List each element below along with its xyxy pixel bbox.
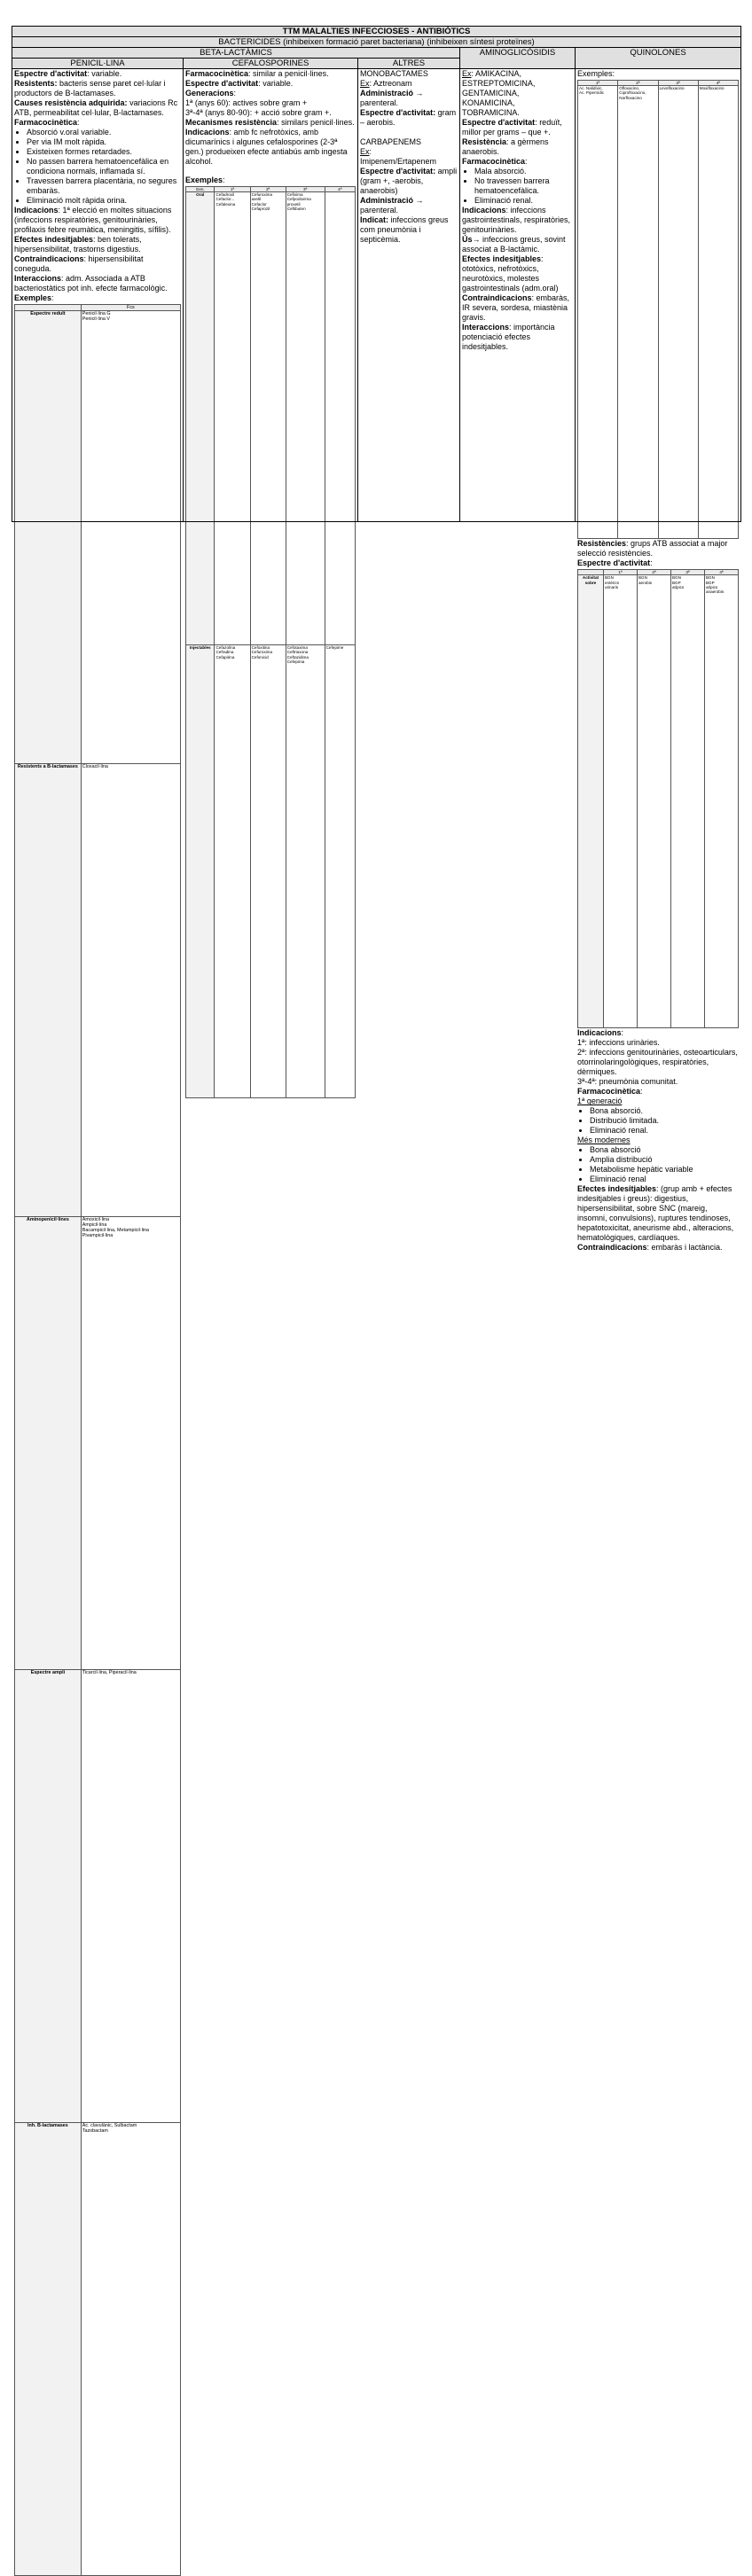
text-quinolones-table2-headers-1: 1ª <box>603 570 637 575</box>
text-quinolones-table1-headers-3: 4ª <box>698 81 738 86</box>
text-penicilina-interaccions-text: : adm. Associada a ATB bacteriostàtics pot inh. efecte farmacològic. <box>14 274 168 293</box>
text-aminoglicosidis-us-label: Ús <box>462 235 473 244</box>
text-penicilina-indicacions-text: : 1ª elecció en moltes situacions (infeccions respiratòries, genitourinàries, profilaxis febre reumàtica, meningitis, sífilis). <box>14 206 172 234</box>
text-altres-ex-label: Ex <box>360 147 370 156</box>
text-penicilina-table-rows-3-group: Espectre ampli <box>15 1670 82 2123</box>
text-penicilina-table-rows-3-value: Ticarcil·lina, Piperacil·lina <box>81 1670 180 2123</box>
carbapenems-heading: CARBAPENEMS <box>360 137 422 146</box>
text-altres-espectre-label: Espectre d'activitat: <box>360 167 436 176</box>
text-quinolones-table1-headers-2: 3ª <box>658 81 698 86</box>
text-penicilina-table-rows-2-value: Amoxicil·lina Ampicil·lina Bacampicil·lina, Metampicil·lina Pivampicil·lina <box>81 1217 180 1670</box>
text-aminoglicosidis-contra-text: : embaràs, IR severa, sordesa, miastènia gravis. <box>462 293 570 322</box>
monobactames-heading: MONOBACTAMES <box>360 69 428 78</box>
text-cefalosporines-table-headers-2: 2ª <box>250 187 286 192</box>
list-item: • No travessen barrera hematoencefàlica. <box>474 176 573 196</box>
aminoglicosidis-cell <box>460 69 576 522</box>
text-quinolones-efectes-label: Efectes indesitjables <box>577 1184 657 1194</box>
text-quinolones-table2-cells-3: BGN BGP atípics anaerobis <box>704 575 738 1028</box>
text-aminoglicosidis-interaccions-label: Interaccions <box>462 323 510 332</box>
text-quinolones-table1-headers-1: 2ª <box>618 81 658 86</box>
text-quinolones-resistencies-text: : grups ATB associat a major selecció resistències. <box>577 539 728 558</box>
text-penicilina-exemples-colon: : <box>51 293 54 302</box>
list-item: • Distribució limitada. <box>590 1116 739 1126</box>
group-quinolones: QUINOLONES <box>576 48 741 69</box>
text-penicilina-table-rows-4-group: Inh. B-lactamases <box>15 2123 82 2576</box>
penicilina-examples-table <box>14 304 181 2576</box>
text-quinolones-table1-headers-0: 1ª <box>578 81 618 86</box>
list-item: • Bona absorció <box>590 1145 739 1155</box>
text-quinolones-table2-row-label: Activitat sobre <box>578 575 604 1028</box>
text-altres-ex2-text: : Imipenem/Ertapenem <box>360 147 437 166</box>
text-cefalosporines-table-rows-0-cells-0: Cefadroxil Cefaclor... Cefalexina <box>215 192 250 645</box>
text-aminoglicosidis-espectre-text: : reduït, millor per grams – que +. <box>462 118 562 137</box>
text-aminoglicosidis-ex-label: Ex <box>462 69 472 78</box>
list-item: • Amplia distribució <box>590 1155 739 1165</box>
list-item: • Eliminació renal. <box>590 1126 739 1136</box>
text-aminoglicosidis-interaccions-text: : importància potenciació efectes indesitjables. <box>462 323 555 351</box>
table-title: TTM MALALTIES INFECCIOSES - ANTIBIÒTICS <box>12 27 741 37</box>
list-item: • Metabolisme hepàtic variable <box>590 1165 739 1175</box>
text-penicilina-efectes-label: Efectes indesitjables <box>14 235 94 244</box>
text-quinolones-espectre-colon: : <box>650 558 653 568</box>
penicilina-cell <box>12 69 184 2134</box>
text-cefalosporines-table-headers-0: Gen. <box>186 187 215 192</box>
text-cefalosporines-table-rows-0-route: Oral <box>186 192 215 645</box>
group-betalactamics: BETA-LACTÀMICS <box>12 48 460 59</box>
list-item: • Absorció v.oral variable. <box>27 128 181 137</box>
text-cefalosporines-table-rows-0-cells-1: Cefuroxima axetil Cefaclor Cefaprozil <box>250 192 286 645</box>
indicacions-line: 3ª-4ª: pneumònia comunitat. <box>577 1077 678 1087</box>
gen1-heading: 1ª generació <box>577 1097 623 1106</box>
text-aminoglicosidis-efectes-label: Efectes indesitjables <box>462 254 542 263</box>
text-penicilina-contra-text: : hipersensibilitat coneguda. <box>14 254 144 273</box>
text-quinolones-exemples-colon: : <box>612 69 615 78</box>
text-quinolones-farmaco-label: Farmacocinètica <box>577 1087 641 1097</box>
text-aminoglicosidis-farmaco-colon: : <box>525 157 528 166</box>
aminoglicosidis-farmaco-list <box>462 167 573 206</box>
indicacions-line: 2ª: infeccions genitourinàries, osteoarticulars, otorrinolaringològiques, respiratòries, dèrmiques. <box>577 1048 738 1077</box>
text-quinolones-table2-cells-0: BGN entèrics urinaris <box>603 575 637 1028</box>
text-quinolones-contra-text: : embaràs i lactància. <box>646 1243 723 1253</box>
text-quinolones-table2-cells-2: BGN BGP atípics <box>670 575 704 1028</box>
mes-modernes-list <box>577 1145 739 1184</box>
text-altres-admin2-text: → parenteral. <box>360 196 424 215</box>
text-penicilina-indicacions-label: Indicacions <box>14 206 59 215</box>
text-cefalosporines-indicacions-text: : amb fc nefrotòxics, amb dicumarínics i algunes cefalosporines (2-3ª gen.) produeixen efecte antiabús amb ingesta alcohol. <box>185 128 348 166</box>
text-altres-ex1-text: : Aztreonam <box>369 79 412 88</box>
text-quinolones-indicacions-label: Indicacions <box>577 1028 622 1038</box>
column-altres: ALTRES <box>358 59 460 69</box>
text-cefalosporines-table-rows-0-cells-2: Cefixima Cefpodoxima proxetil Ceftibuten <box>286 192 325 645</box>
quinolones-cell <box>576 69 741 1253</box>
text-aminoglicosidis-efectes-text: : ototòxics, nefrotòxics, neurotòxics, molestes gastrointestinals (adm.oral) <box>462 254 559 293</box>
group-aminoglicosidis: AMINOGLICÒSIDIS <box>460 48 576 69</box>
text-altres-indicat-text: infeccions greus com pneumònia i septicèmia. <box>360 215 449 244</box>
list-item: • Existeixen formes retardades. <box>27 147 181 157</box>
text-quinolones-table1-cells-0: Ac. Nalidíxic, Ac. Pipemídic <box>578 86 618 539</box>
text-penicilina-efectes-text: : ben tolerats, hipersensibilitat, trastorns digestius. <box>14 235 142 254</box>
text-penicilina-exemples-label: Exemples <box>14 293 52 302</box>
text-aminoglicosidis-us-text: → infeccions greus, sovint associat a B-lactàmic. <box>462 235 566 254</box>
text-cefalosporines-table-headers-4: 4ª <box>325 187 355 192</box>
text-cefalosporines-mecanismes-label: Mecanismes resistència <box>185 118 278 127</box>
text-aminoglicosidis-indicacions-label: Indicacions <box>462 206 506 215</box>
list-item: • Eliminació renal. <box>474 196 573 206</box>
text-aminoglicosidis-resistencia-label: Resistència <box>462 137 507 146</box>
gen1-list <box>577 1106 739 1136</box>
text-cefalosporines-table-rows-1-cells-1: Cefoxitina Cefuroxima Cefonicid <box>250 645 286 1098</box>
list-item: • Mala absorció. <box>474 167 573 176</box>
text-aminoglicosidis-ex-text: : AMIKACINA, ESTREPTOMICINA, GENTAMICINA, KONAMICINA, TOBRAMICINA. <box>462 69 536 117</box>
text-altres-indicat-label: Indicat: <box>360 215 389 224</box>
text-cefalosporines-generacions-text: : 1ª (anys 60): actives sobre gram + 3ª-4ª (anys 80-90): + acció sobre gram +. <box>185 89 332 117</box>
list-item: • Bona absorció. <box>590 1106 739 1116</box>
text-penicilina-espectre-text: : variable. <box>87 69 122 78</box>
subheader: BACTERICIDES (inhibeixen formació paret bacteriana) (inhibeixen síntesi proteïnes) <box>12 37 741 48</box>
text-cefalosporines-table-rows-0-cells-3 <box>325 192 355 645</box>
text-cefalosporines-exemples-colon: : <box>223 176 225 184</box>
text-aminoglicosidis-indicacions-text: : infeccions gastrointestinals, respiratòries, genitourinàries. <box>462 206 571 234</box>
text-penicilina-causes-text: variacions Rc ATB, permeabilitat cel·lular, B-lactamases. <box>14 98 178 117</box>
text-cefalosporines-table-headers-3: 3ª <box>286 187 325 192</box>
mes-modernes-heading: Més modernes <box>577 1136 631 1145</box>
cefalosporines-examples-table <box>185 186 356 1098</box>
quinolones-examples-table <box>577 80 739 539</box>
text-cefalosporines-farmaco-text: : similar a penicil·lines. <box>248 69 329 78</box>
text-penicilina-interaccions-label: Interaccions <box>14 274 62 283</box>
text-cefalosporines-generacions-label: Generacions <box>185 89 234 98</box>
text-quinolones-table2-cells-1: BGN aerobis <box>637 575 670 1028</box>
cefalosporines-cell <box>184 69 358 664</box>
list-item: • No passen barrera hematoencefàlica en condiciona normals, inflamada sí. <box>27 157 181 176</box>
text-penicilina-resistents-label: Resistents: <box>14 79 58 88</box>
penicilina-exemples-heading <box>14 293 181 303</box>
column-penicilina: PENICIL·LINA <box>12 59 184 69</box>
text-penicilina-table-rows-1-group: Resistents a B-lactamases <box>15 764 82 1217</box>
text-penicilina-table-rows-1-value: Cloxacil·lina <box>81 764 180 1217</box>
text-cefalosporines-indicacions-label: Indicacions <box>185 128 230 137</box>
text-altres-espectre1-text: gram – aerobis. <box>360 108 457 127</box>
text-aminoglicosidis-contra-label: Contraindicacions <box>462 293 532 302</box>
text-quinolones-exemples-label: Exemples <box>577 69 613 78</box>
text-quinolones-efectes-text: : (grup amb + efectes indesitjables i greus): digestius, hipersensibilitat, sobre SNC (mareig, insomni, convulsions), ruptures tendinoses, hepatotoxicitat, aneurisme abd., alteracions, hematològiques, cardíaques. <box>577 1184 734 1243</box>
list-item: • Travessen barrera placentària, no segures embaràs. <box>27 176 181 196</box>
text-cefalosporines-table-rows-1-cells-3: Cefepime <box>325 645 355 1098</box>
text-quinolones-table1-cells-3: Moxifloxacino <box>698 86 738 539</box>
text-quinolones-espectre-label: Espectre d'activitat <box>577 558 651 568</box>
text-altres-ex-label: Ex <box>360 79 370 88</box>
text-quinolones-table1-cells-2: Levofloxacino <box>658 86 698 539</box>
text-cefalosporines-exemples-label: Exemples <box>185 176 223 184</box>
text-quinolones-table1-cells-1: Ofloxacino, Ciprofloxacino, Norfloxacino <box>618 86 658 539</box>
text-penicilina-resistents-text: bacteris sense paret cel·lular i productors de B-lactamases. <box>14 79 166 98</box>
text-penicilina-table-rows-4-value: Ac. clavulànic, Sulbactam Tazobactam <box>81 2123 180 2576</box>
text-quinolones-table2-headers-2: 2ª <box>637 570 670 575</box>
text-altres-admin-label: Administració <box>360 196 414 205</box>
text-quinolones-table2-headers-4: 4ª <box>704 570 738 575</box>
text-aminoglicosidis-espectre-label: Espectre d'activitat <box>462 118 536 127</box>
text-cefalosporines-table-rows-1-cells-0: Cefazolina Cefradina Cefapirina <box>215 645 250 1098</box>
penicilina-farmaco-list <box>14 128 181 206</box>
text-cefalosporines-table-rows-1-route: Injectables <box>186 645 215 1098</box>
list-item: • Eliminació renal <box>590 1175 739 1184</box>
text-penicilina-farmaco-colon: : <box>77 118 80 127</box>
antibiotics-table <box>12 26 741 2134</box>
text-penicilina-table-rows-0-value: Penicil·lina G Penicil·lina V <box>81 311 180 764</box>
text-altres-espectre-label: Espectre d'activitat: <box>360 108 436 117</box>
text-penicilina-farmaco-label: Farmacocinètica <box>14 118 78 127</box>
text-quinolones-resistencies-label: Resistències <box>577 539 627 549</box>
quinolones-spectrum-table <box>577 569 739 1028</box>
text-cefalosporines-farmaco-label: Farmacocinètica <box>185 69 249 78</box>
list-item: • Per via IM molt ràpida. <box>27 137 181 147</box>
text-penicilina-contra-label: Contraindicacions <box>14 254 84 263</box>
text-altres-admin1-text: → parenteral. <box>360 89 424 107</box>
text-cefalosporines-espectre-text: : variable. <box>258 79 294 88</box>
text-cefalosporines-mecanismes-text: : similars penicil·lines. <box>277 118 355 127</box>
text-penicilina-table-header: Fcs <box>81 305 180 311</box>
text-penicilina-table-rows-2-group: Aminopenicil·lines <box>15 1217 82 1670</box>
column-cefalosporines: CEFALOSPORINES <box>184 59 358 69</box>
text-cefalosporines-table-headers-1: 1ª <box>215 187 250 192</box>
text-quinolones-indicacions-colon: : <box>621 1028 624 1038</box>
text-penicilina-espectre-label: Espectre d'activitat <box>14 69 88 78</box>
text-altres-espectre2-text: ampli (gram +, -aerobis, anaerobis) <box>360 167 458 195</box>
text-penicilina-table-rows-0-group: Espectre reduït <box>15 311 82 764</box>
text-cefalosporines-table-rows-1-cells-2: Cefotaxima Ceftriaxona Ceftazidima Cefepima <box>286 645 325 1098</box>
text-cefalosporines-espectre-label: Espectre d'activitat <box>185 79 259 88</box>
altres-cell <box>358 69 460 522</box>
text-aminoglicosidis-resistencia-text: : a gèrmens anaerobis. <box>462 137 549 156</box>
text-penicilina-causes-label: Causes resistència adquirida: <box>14 98 128 107</box>
indicacions-line: 1ª: infeccions urinàries. <box>577 1038 660 1048</box>
text-aminoglicosidis-farmaco-label: Farmacocinètica <box>462 157 526 166</box>
list-item: • Eliminació molt ràpida orina. <box>27 196 181 206</box>
text-quinolones-contra-label: Contraindicacions <box>577 1243 647 1253</box>
text-altres-admin-label: Administració <box>360 89 414 98</box>
text-quinolones-farmaco-colon: : <box>640 1087 643 1097</box>
text-quinolones-table2-headers-3: 3ª <box>670 570 704 575</box>
